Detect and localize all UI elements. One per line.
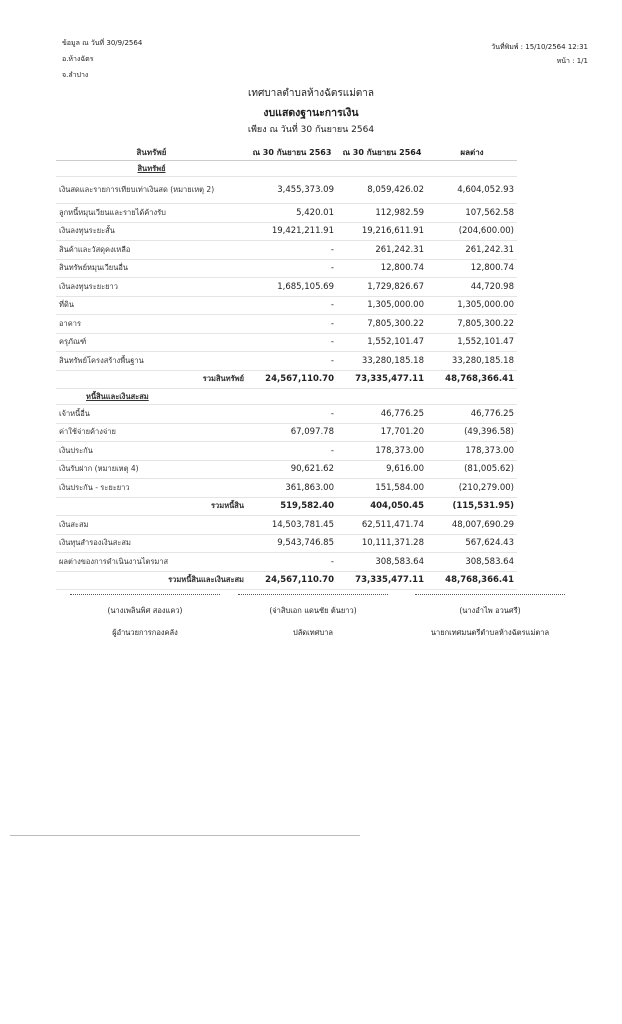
province: จ.ลำปาง (62, 71, 89, 79)
cell-y2564: 112,982.59 (337, 204, 427, 223)
signer-title: ผู้อำนวยการกองคลัง (112, 628, 178, 637)
print-date: วันที่พิมพ์ : 15/10/2564 12:31 (491, 43, 588, 51)
cell-y2563: - (247, 315, 337, 334)
header-row (56, 144, 517, 161)
cell-y2563: 3,455,373.09 (247, 177, 337, 204)
signer-title: นายกเทศมนตรีตำบลห้างฉัตรแม่ตาล (430, 628, 550, 637)
signature-block (60, 594, 230, 639)
cell-y2563: - (247, 553, 337, 572)
cell-diff: 48,768,366.41 (427, 571, 517, 590)
cell-diff: 48,007,690.29 (427, 516, 517, 535)
col-header: สินทรัพย์ (56, 144, 247, 161)
cell-y2564: 151,584.00 (337, 479, 427, 498)
total-row (56, 571, 517, 590)
cell-diff: 261,242.31 (427, 241, 517, 260)
cell-diff: (49,396.58) (427, 423, 517, 442)
table-row (56, 516, 517, 535)
table-row (56, 278, 517, 297)
cell-y2564: 17,701.20 (337, 423, 427, 442)
cell-label: ที่ดิน (56, 296, 247, 315)
cell-diff: (210,279.00) (427, 479, 517, 498)
cell-y2564: 33,280,185.18 (337, 352, 427, 371)
cell-y2563: - (247, 296, 337, 315)
cell-diff: 12,800.74 (427, 259, 517, 278)
cell-label: ผลต่างของการดำเนินงานไตรมาส (56, 553, 247, 572)
cell-label: เงินลงทุนระยะสั้น (56, 222, 247, 241)
cell-y2564: 178,373.00 (337, 442, 427, 461)
section-heading-liabilities: หนี้สินและเงินสะสม (56, 389, 247, 405)
cell-y2563: 9,543,746.85 (247, 534, 337, 553)
cell-label: เงินประกัน (56, 442, 247, 461)
report-date: เพียง ณ วันที่ 30 กันยายน 2564 (247, 125, 375, 135)
signature-block (405, 594, 575, 639)
cell-diff: 1,305,000.00 (427, 296, 517, 315)
table-row (56, 534, 517, 553)
table-row (56, 479, 517, 498)
cell-diff: (81,005.62) (427, 460, 517, 479)
table-row (56, 222, 517, 241)
table-row (56, 259, 517, 278)
cell-y2563: 24,567,110.70 (247, 571, 337, 590)
table-row (56, 405, 517, 424)
cell-diff: 46,776.25 (427, 405, 517, 424)
cell-y2564: 46,776.25 (337, 405, 427, 424)
data-as-of: ข้อมูล ณ วันที่ 30/9/2564 (62, 39, 143, 47)
cell-label: สินทรัพย์หมุนเวียนอื่น (56, 259, 247, 278)
cell-y2563: 67,097.78 (247, 423, 337, 442)
cell-y2563: 361,863.00 (247, 479, 337, 498)
cell-y2563: 5,420.01 (247, 204, 337, 223)
total-row (56, 370, 517, 389)
cell-diff: 107,562.58 (427, 204, 517, 223)
cell-y2563: 14,503,781.45 (247, 516, 337, 535)
cell-label: สินค้าและวัสดุคงเหลือ (56, 241, 247, 260)
cell-y2564: 73,335,477.11 (337, 571, 427, 590)
cell-y2564: 10,111,371.28 (337, 534, 427, 553)
table-row (56, 333, 517, 352)
cell-y2563: 19,421,211.91 (247, 222, 337, 241)
table-row (56, 177, 517, 204)
cell-label: เงินรับฝาก (หมายเหตุ 4) (56, 460, 247, 479)
cell-y2564: 19,216,611.91 (337, 222, 427, 241)
cell-diff: 33,280,185.18 (427, 352, 517, 371)
cell-y2563: 1,685,105.69 (247, 278, 337, 297)
cell-y2563: - (247, 333, 337, 352)
table-row (56, 460, 517, 479)
cell-y2563: 519,582.40 (247, 497, 337, 516)
cell-y2564: 62,511,471.74 (337, 516, 427, 535)
signer-title: ปลัดเทศบาล (292, 628, 334, 637)
signer-name: (นางเพลินพิศ สองแคว) (107, 606, 183, 615)
table-row (56, 553, 517, 572)
signer-name: (จ่าสิบเอก แดนชัย ต้นยาว) (269, 606, 357, 615)
signature-block (228, 594, 398, 639)
cell-y2564: 7,805,300.22 (337, 315, 427, 334)
signature-line (70, 594, 220, 595)
cell-y2563: - (247, 241, 337, 260)
cell-y2563: 90,621.62 (247, 460, 337, 479)
table-row (56, 296, 517, 315)
signature-line (238, 594, 388, 595)
cell-y2563: - (247, 352, 337, 371)
cell-diff: 308,583.64 (427, 553, 517, 572)
table-row (56, 352, 517, 371)
cell-y2564: 404,050.45 (337, 497, 427, 516)
cell-diff: 4,604,052.93 (427, 177, 517, 204)
cell-label: เจ้าหนี้อื่น (56, 405, 247, 424)
cell-diff: 1,552,101.47 (427, 333, 517, 352)
cell-y2563: 24,567,110.70 (247, 370, 337, 389)
cell-y2564: 9,616.00 (337, 460, 427, 479)
cell-label: รวมหนี้สินและเงินสะสม (56, 571, 247, 590)
cell-diff: (115,531.95) (427, 497, 517, 516)
cell-label: รวมสินทรัพย์ (56, 370, 247, 389)
col-header: ผลต่าง (427, 144, 517, 161)
cell-y2564: 8,059,426.02 (337, 177, 427, 204)
table-row (56, 442, 517, 461)
signature-line (415, 594, 565, 595)
cell-diff: 7,805,300.22 (427, 315, 517, 334)
cell-y2564: 1,552,101.47 (337, 333, 427, 352)
cell-label: เงินลงทุนระยะยาว (56, 278, 247, 297)
cell-label: อาคาร (56, 315, 247, 334)
cell-y2564: 12,800.74 (337, 259, 427, 278)
page-number: หน้า : 1/1 (556, 57, 588, 65)
cell-diff: 567,624.43 (427, 534, 517, 553)
balance-sheet-table (56, 144, 517, 590)
cell-diff: 48,768,366.41 (427, 370, 517, 389)
col-header: ณ 30 กันยายน 2564 (337, 144, 427, 161)
cell-label: สินทรัพย์โครงสร้างพื้นฐาน (56, 352, 247, 371)
cell-label: เงินทุนสำรองเงินสะสม (56, 534, 247, 553)
table-row (56, 241, 517, 260)
cell-diff: (204,600.00) (427, 222, 517, 241)
cell-y2563: - (247, 259, 337, 278)
cell-label: ครุภัณฑ์ (56, 333, 247, 352)
cell-label: ค่าใช้จ่ายค้างจ่าย (56, 423, 247, 442)
cell-label: เงินสะสม (56, 516, 247, 535)
col-header: ณ 30 กันยายน 2563 (247, 144, 337, 161)
table-row (56, 315, 517, 334)
total-row (56, 497, 517, 516)
signer-name: (นางอำไพ อวนศรี) (459, 606, 521, 615)
table-row (56, 204, 517, 223)
cell-y2563: - (247, 405, 337, 424)
cell-y2564: 308,583.64 (337, 553, 427, 572)
cell-label: เงินประกัน - ระยะยาว (56, 479, 247, 498)
divider (10, 835, 360, 836)
cell-y2564: 261,242.31 (337, 241, 427, 260)
cell-label: เงินสดและรายการเทียบเท่าเงินสด (หมายเหตุ 2) (56, 177, 247, 204)
org-name: เทศบาลตำบลห้างฉัตรแม่ตาล (247, 88, 375, 99)
table-row (56, 423, 517, 442)
cell-y2563: - (247, 442, 337, 461)
report-title: งบแสดงฐานะการเงิน (263, 107, 359, 119)
cell-label: ลูกหนี้หมุนเวียนและรายได้ค้างรับ (56, 204, 247, 223)
cell-diff: 178,373.00 (427, 442, 517, 461)
district: อ.ห้างฉัตร (62, 55, 94, 63)
cell-y2564: 1,305,000.00 (337, 296, 427, 315)
cell-y2564: 1,729,826.67 (337, 278, 427, 297)
cell-diff: 44,720.98 (427, 278, 517, 297)
cell-y2564: 73,335,477.11 (337, 370, 427, 389)
section-heading-assets: สินทรัพย์ (56, 161, 247, 177)
cell-label: รวมหนี้สิน (56, 497, 247, 516)
